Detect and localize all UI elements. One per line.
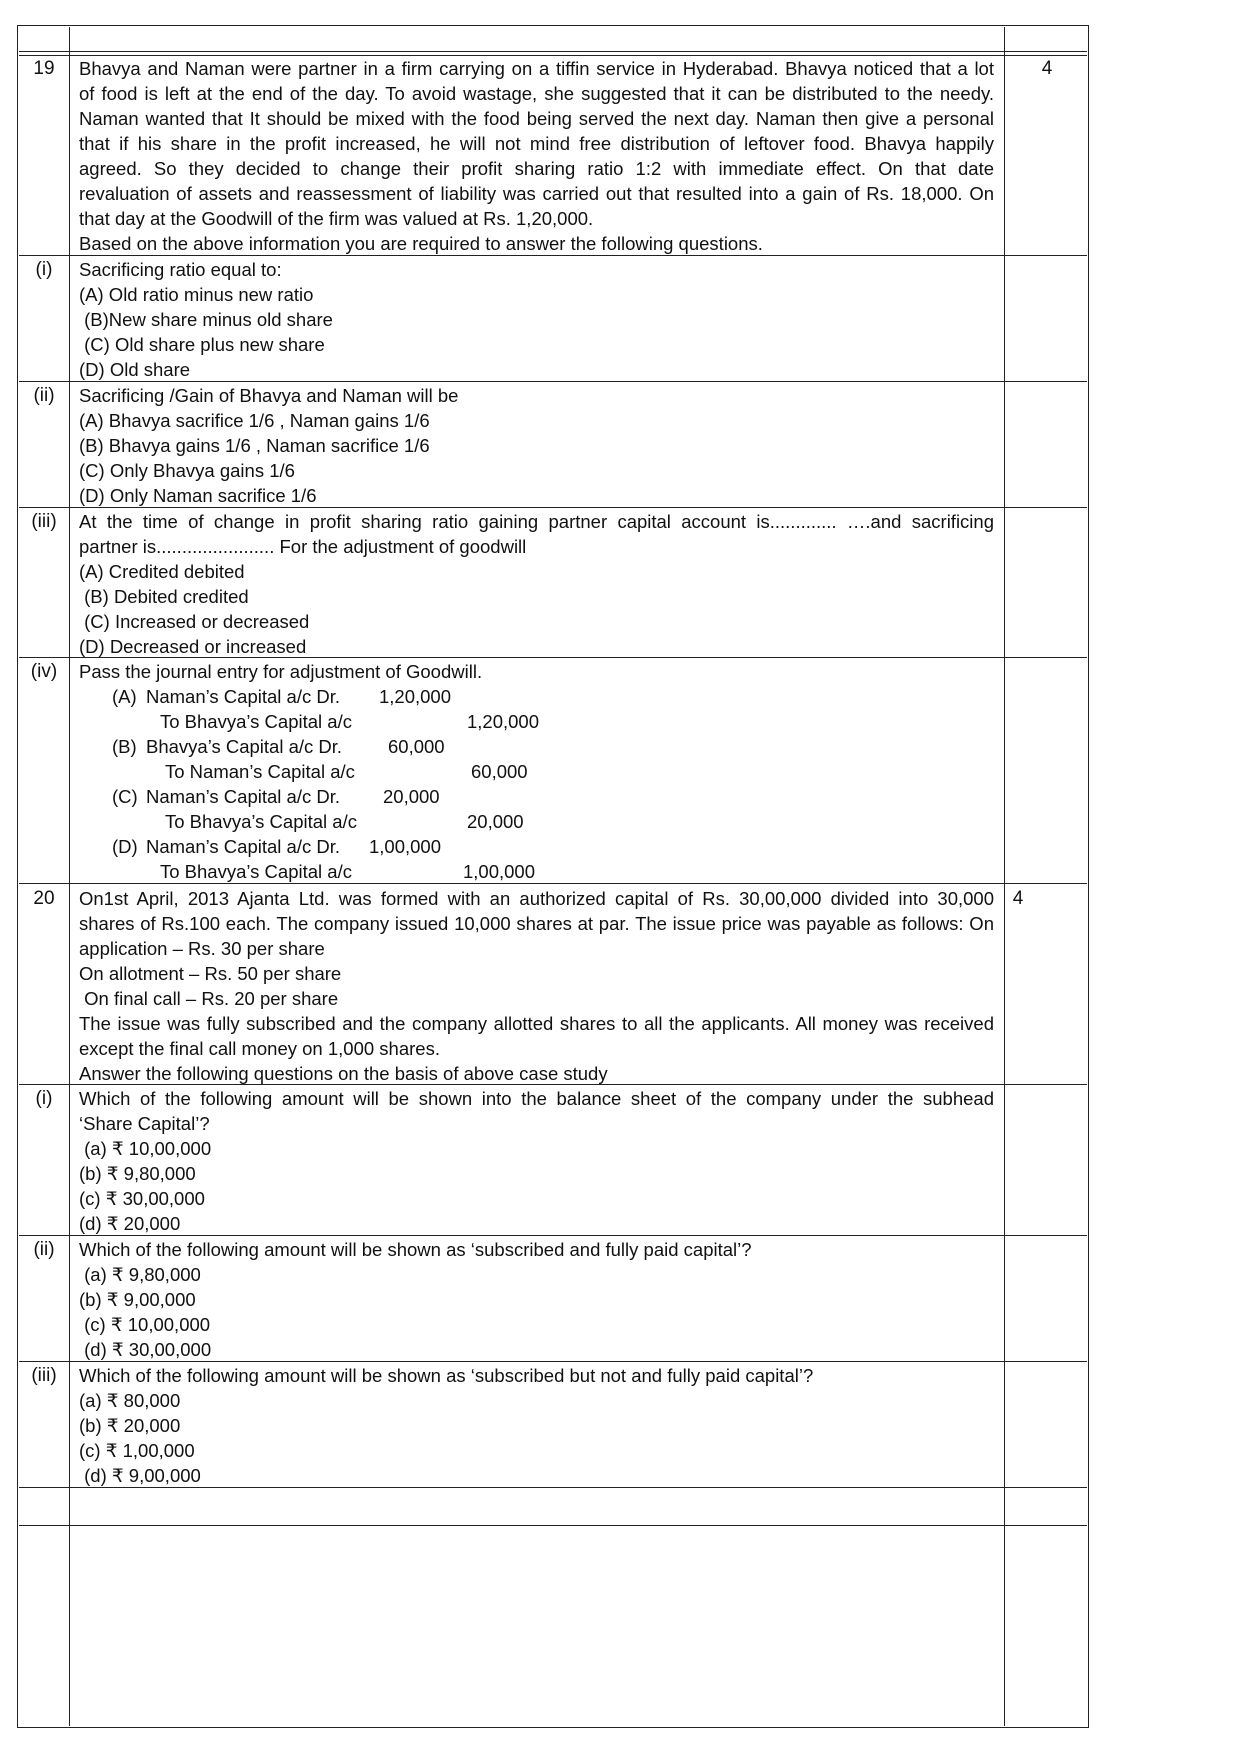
case-study-passage <box>79 56 994 256</box>
sub-question-label: (i) <box>35 259 53 280</box>
passage-line: Answer the following questions on the basis of above case study <box>79 1063 608 1084</box>
question-text: Which of the following amount will be shown as ‘subscribed but not and fully paid capital’? <box>79 1365 814 1386</box>
question-text: ‘Share Capital’? <box>79 1113 210 1134</box>
question-text: Sacrificing ratio equal to: <box>79 259 282 280</box>
credit-amount: 1,20,000 <box>467 711 540 732</box>
debit-account: Naman’s Capital a/c Dr. <box>146 686 340 707</box>
option: (c) ₹ 30,00,000 <box>79 1188 205 1209</box>
option: (A) Credited debited <box>79 561 245 582</box>
passage-line: The issue was fully subscribed and the company allotted shares to all the applicants. All money was received <box>79 1013 994 1034</box>
option: (d) ₹ 9,00,000 <box>79 1465 201 1486</box>
column-divider-1 <box>69 27 70 1726</box>
passage-line: that day at the Goodwill of the firm was valued at Rs. 1,20,000. <box>79 208 594 229</box>
question-marks: 4 <box>1041 58 1053 79</box>
credit-amount: 60,000 <box>471 761 528 782</box>
question-number: 20 <box>33 888 55 909</box>
case-study-passage <box>79 886 994 1086</box>
option: (c) ₹ 1,00,000 <box>79 1440 195 1461</box>
option: (C) Only Bhavya gains 1/6 <box>79 460 295 481</box>
sub-question-label: (ii) <box>33 385 55 406</box>
option: (b) ₹ 9,80,000 <box>79 1163 196 1184</box>
credit-account: To Bhavya’s Capital a/c <box>160 861 352 882</box>
debit-amount: 60,000 <box>388 736 445 757</box>
sub-question-label: (iii) <box>31 511 57 532</box>
header-row-line <box>19 51 1087 52</box>
option: (D) Old share <box>79 359 191 380</box>
credit-account: To Bhavya’s Capital a/c <box>160 711 352 732</box>
journal-entry-debit <box>79 834 994 859</box>
option: (B)New share minus old share <box>79 309 333 330</box>
option: (C) Old share plus new share <box>79 334 325 355</box>
debit-account: Bhavya’s Capital a/c Dr. <box>146 736 343 757</box>
sub-question <box>79 1237 994 1362</box>
debit-amount: 20,000 <box>383 786 440 807</box>
column-divider-2 <box>1004 27 1005 1726</box>
option-letter: (C) <box>112 786 138 807</box>
credit-account: To Naman’s Capital a/c <box>165 761 355 782</box>
option: (d) ₹ 30,00,000 <box>79 1339 212 1360</box>
option: (D) Only Naman sacrifice 1/6 <box>79 485 317 506</box>
credit-amount: 1,00,000 <box>463 861 536 882</box>
sub-question <box>79 1363 994 1488</box>
option-letter: (B) <box>112 736 137 757</box>
option: (B) Debited credited <box>79 586 249 607</box>
question-marks: 4 <box>1012 888 1024 909</box>
journal-entry-debit <box>79 784 994 809</box>
question-text: Sacrificing /Gain of Bhavya and Naman will be <box>79 385 459 406</box>
debit-account: Naman’s Capital a/c Dr. <box>146 836 340 857</box>
journal-entry-credit <box>79 809 994 834</box>
passage-line: On final call – Rs. 20 per share <box>79 988 339 1009</box>
passage-line: agreed. So they decided to change their profit sharing ratio 1:2 with immediate effect. On that date <box>79 158 994 179</box>
row-line <box>19 1525 1087 1526</box>
option: (C) Increased or decreased <box>79 611 310 632</box>
passage-line: application – Rs. 30 per share <box>79 938 325 959</box>
passage-line: of food is left at the end of the day. To avoid wastage, she suggested that it can be distributed to the needy. <box>79 83 994 104</box>
option: (A) Old ratio minus new ratio <box>79 284 314 305</box>
credit-account: To Bhavya’s Capital a/c <box>165 811 357 832</box>
option: (c) ₹ 10,00,000 <box>79 1314 211 1335</box>
passage-line: Based on the above information you are required to answer the following questions. <box>79 233 763 254</box>
passage-line: Naman wanted that It should be mixed with the food being served the next day. Naman then give a personal <box>79 108 994 129</box>
option-letter: (D) <box>112 836 138 857</box>
passage-line: that if his share in the profit increased, he will not mind free distribution of leftover food. Bhavya happily <box>79 133 994 154</box>
option: (a) ₹ 10,00,000 <box>79 1138 212 1159</box>
journal-entry-credit <box>79 859 994 884</box>
question-text: Pass the journal entry for adjustment of Goodwill. <box>79 661 483 682</box>
debit-amount: 1,20,000 <box>379 686 452 707</box>
journal-entry-debit <box>79 734 994 759</box>
sub-question-label: (iii) <box>31 1365 57 1386</box>
sub-question <box>79 257 994 382</box>
sub-question-label: (ii) <box>33 1239 55 1260</box>
sub-question <box>79 509 994 659</box>
question-number: 19 <box>33 58 55 79</box>
passage-line: shares of Rs.100 each. The company issued 10,000 shares at par. The issue price was payable as follows: On <box>79 913 994 934</box>
question-text: Which of the following amount will be shown into the balance sheet of the company under the subhead <box>79 1088 994 1109</box>
debit-account: Naman’s Capital a/c Dr. <box>146 786 340 807</box>
journal-entry-credit <box>79 709 994 734</box>
option: (d) ₹ 20,000 <box>79 1213 181 1234</box>
credit-amount: 20,000 <box>467 811 524 832</box>
option: (b) ₹ 9,00,000 <box>79 1289 196 1310</box>
passage-line: Bhavya and Naman were partner in a firm carrying on a tiffin service in Hyderabad. Bhavya noticed that a lot <box>79 58 994 79</box>
sub-question-label: (i) <box>35 1088 53 1109</box>
sub-question-label: (iv) <box>30 661 58 682</box>
passage-line: On1st April, 2013 Ajanta Ltd. was formed with an authorized capital of Rs. 30,00,000 divided into 30,000 <box>79 888 994 909</box>
option: (A) Bhavya sacrifice 1/6 , Naman gains 1/6 <box>79 410 430 431</box>
option: (a) ₹ 9,80,000 <box>79 1264 201 1285</box>
journal-entry-debit <box>79 684 994 709</box>
sub-question <box>79 659 994 884</box>
option: (a) ₹ 80,000 <box>79 1390 181 1411</box>
question-text: Which of the following amount will be shown as ‘subscribed and fully paid capital’? <box>79 1239 752 1260</box>
option-letter: (A) <box>112 686 137 707</box>
passage-line: On allotment – Rs. 50 per share <box>79 963 342 984</box>
option: (b) ₹ 20,000 <box>79 1415 181 1436</box>
journal-entry-credit <box>79 759 994 784</box>
question-text: partner is....................... For the adjustment of goodwill <box>79 536 527 557</box>
sub-question <box>79 383 994 508</box>
question-text: At the time of change in profit sharing ratio gaining partner capital account is............. ….and sacrificing <box>79 511 994 532</box>
passage-line: except the final call money on 1,000 shares. <box>79 1038 440 1059</box>
option: (B) Bhavya gains 1/6 , Naman sacrifice 1/6 <box>79 435 430 456</box>
debit-amount: 1,00,000 <box>369 836 442 857</box>
passage-line: revaluation of assets and reassessment of liability was carried out that resulted into a gain of Rs. 18,000. On <box>79 183 994 204</box>
sub-question <box>79 1086 994 1236</box>
option: (D) Decreased or increased <box>79 636 307 657</box>
